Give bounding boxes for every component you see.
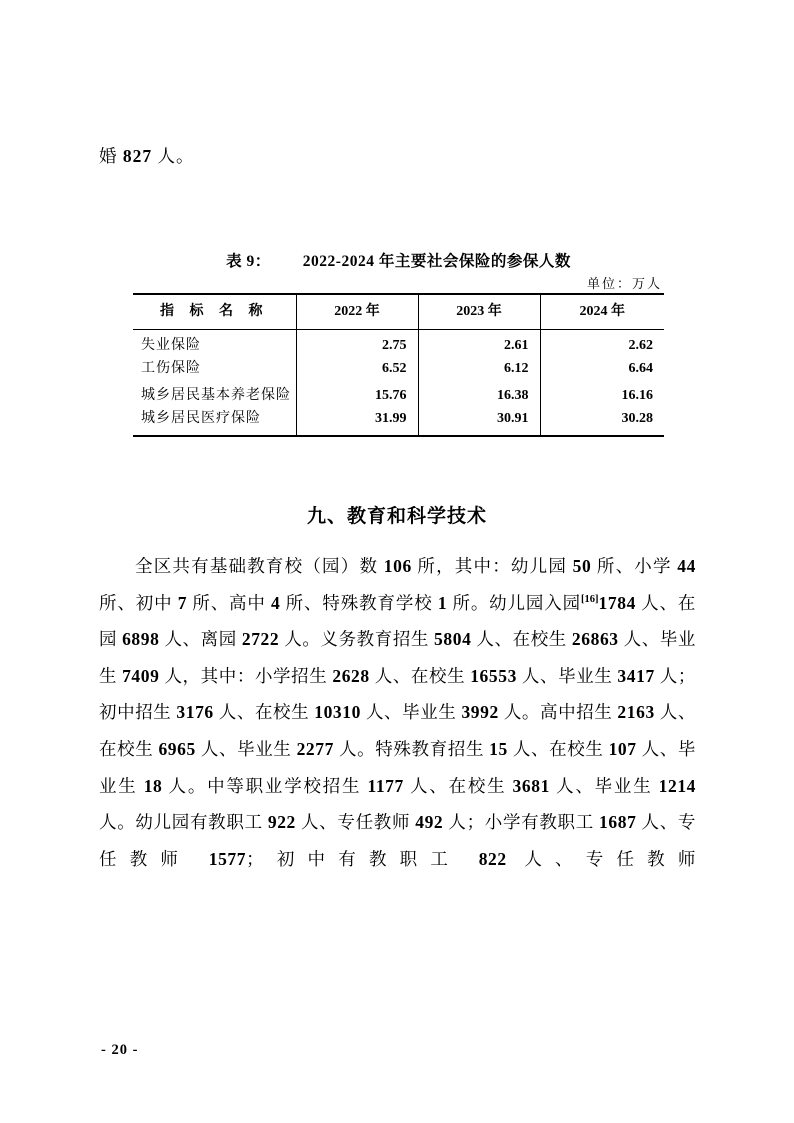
table-row-medical — [133, 409, 664, 436]
bold-number: 1577 — [208, 848, 247, 869]
bold-number: 2163 — [617, 702, 655, 723]
bold-number: 822 — [478, 848, 507, 869]
bold-number: 1784 — [598, 592, 636, 613]
row-label: 城乡居民医疗保险 — [141, 411, 261, 427]
bold-number: 492 — [415, 812, 444, 833]
cell-value: 15.76 — [296, 383, 418, 410]
text-run: 所、初中 — [99, 592, 178, 613]
bold-number: 10310 — [314, 702, 361, 723]
table-unit-note: 单位：万人 — [586, 276, 662, 291]
bold-number: 106 — [383, 556, 412, 576]
text-run: 人、专任教师 — [99, 812, 696, 869]
text-run: ；初中有教职工 — [246, 848, 479, 869]
row-label: 失业保险 — [141, 337, 201, 353]
table-header-row — [133, 294, 664, 330]
footnote-ref: [16] — [581, 593, 599, 605]
bold-number: 1687 — [599, 812, 637, 833]
text-run: 人、专任教师 — [506, 848, 696, 869]
text-run: 人。中等职业学校招生 — [162, 775, 368, 796]
cell-value: 6.52 — [296, 356, 418, 383]
row-label: 工伤保险 — [141, 361, 201, 377]
bold-number: 827 — [122, 146, 153, 166]
bold-number: 922 — [267, 812, 296, 833]
cell-value: 6.64 — [540, 356, 664, 383]
bold-number: 6898 — [122, 629, 160, 650]
text-run: 人、在校生 — [471, 629, 572, 650]
text-run: 人。义务教育招生 — [279, 629, 435, 650]
cell-value: 2.61 — [418, 330, 540, 357]
text-run: 人、在校生 — [213, 702, 315, 723]
text-run: 人、毕业生 — [195, 738, 297, 759]
text-run: 所、高中 — [187, 592, 272, 613]
text-run: 所，其中：幼儿园 — [411, 556, 573, 576]
col-header-2022: 2022 年 — [296, 294, 418, 330]
bold-number: 2722 — [241, 629, 280, 650]
bold-number: 15 — [489, 738, 508, 759]
col-header-2023: 2023 年 — [418, 294, 540, 330]
text-run: 人、毕业生 — [99, 629, 697, 686]
text-run: 人、在校生 — [369, 665, 471, 686]
text-run: 人、毕业生 — [549, 775, 659, 796]
cell-value: 6.12 — [418, 356, 540, 383]
bold-number: 6965 — [158, 738, 196, 759]
text-run: 人；小学有教职工 — [443, 812, 600, 833]
text-run: 所、小学 — [591, 556, 678, 576]
bold-number: 3992 — [461, 702, 499, 723]
bold-number: 2277 — [296, 738, 334, 759]
bold-number: 1177 — [367, 775, 404, 796]
table-row-pension — [133, 383, 664, 410]
text-run: 人，其中：小学招生 — [159, 665, 333, 686]
bold-number: 16553 — [470, 665, 517, 686]
text-run: 人、在校生 — [403, 775, 513, 796]
cell-value: 2.62 — [540, 330, 664, 357]
row-label: 城乡居民基本养老保险 — [141, 387, 291, 403]
cell-value: 30.28 — [540, 409, 664, 436]
cell-value: 2.75 — [296, 330, 418, 357]
text-run: 婚 — [99, 146, 123, 166]
social-insurance-table — [133, 293, 664, 437]
cell-value: 31.99 — [296, 409, 418, 436]
bold-number: 26863 — [571, 629, 619, 650]
text-run: 所、特殊教育学校 — [280, 592, 438, 613]
bold-number: 107 — [608, 738, 637, 759]
text-run: 人、在校生 — [99, 702, 696, 759]
text-run: 人、在园 — [99, 592, 697, 650]
text-run: 人、离园 — [159, 629, 242, 650]
text-run: 人。高中招生 — [498, 702, 618, 723]
table-label: 表 9： — [226, 253, 271, 270]
bold-number: 3681 — [512, 775, 550, 796]
table-row-work-injury — [133, 356, 664, 383]
bold-number: 44 — [677, 556, 696, 576]
education-paragraph — [99, 548, 696, 877]
bold-number: 3417 — [617, 665, 655, 686]
section-heading: 九、教育和科学技术 — [306, 506, 487, 527]
table-9-block — [133, 251, 664, 437]
carryover-text-line — [99, 143, 195, 169]
table-caption — [133, 251, 664, 272]
text-run: 人、专任教师 — [295, 812, 416, 833]
bold-number: 1 — [437, 592, 448, 613]
bold-number: 7409 — [122, 665, 160, 686]
text-run: 全区共有基础教育校（园）数 — [135, 556, 384, 576]
text-run: 人。特殊教育招生 — [333, 738, 490, 759]
bold-number: 2628 — [332, 665, 370, 686]
col-header-2024: 2024 年 — [540, 294, 664, 330]
text-run: 人、毕业生 — [99, 738, 697, 796]
col-header-indicator: 指 标 名 称 — [133, 294, 296, 330]
text-run: 人、毕业生 — [360, 702, 462, 723]
bold-number: 3176 — [176, 702, 214, 723]
text-run: 人；初中招生 — [99, 665, 696, 723]
cell-value: 30.91 — [418, 409, 540, 436]
text-run: 人、在校生 — [507, 738, 609, 759]
bold-number: 5804 — [434, 629, 472, 650]
bold-number: 50 — [572, 556, 592, 576]
bold-number: 4 — [271, 592, 281, 613]
text-run: 人、毕业生 — [516, 665, 618, 686]
text-run: 人。 — [152, 146, 195, 166]
bold-number: 1214 — [658, 775, 697, 796]
bold-number: 18 — [143, 775, 163, 796]
text-run: 人。幼儿园有教职工 — [99, 812, 268, 833]
cell-value: 16.38 — [418, 383, 540, 410]
page-number: - 20 - — [101, 1042, 139, 1058]
table-row-unemployment — [133, 330, 664, 357]
table-title-text: 2022-2024 年主要社会保险的参保人数 — [302, 253, 571, 270]
cell-value: 16.16 — [540, 383, 664, 410]
text-run: 所。幼儿园入园 — [447, 592, 582, 613]
bold-number: 7 — [177, 592, 188, 613]
